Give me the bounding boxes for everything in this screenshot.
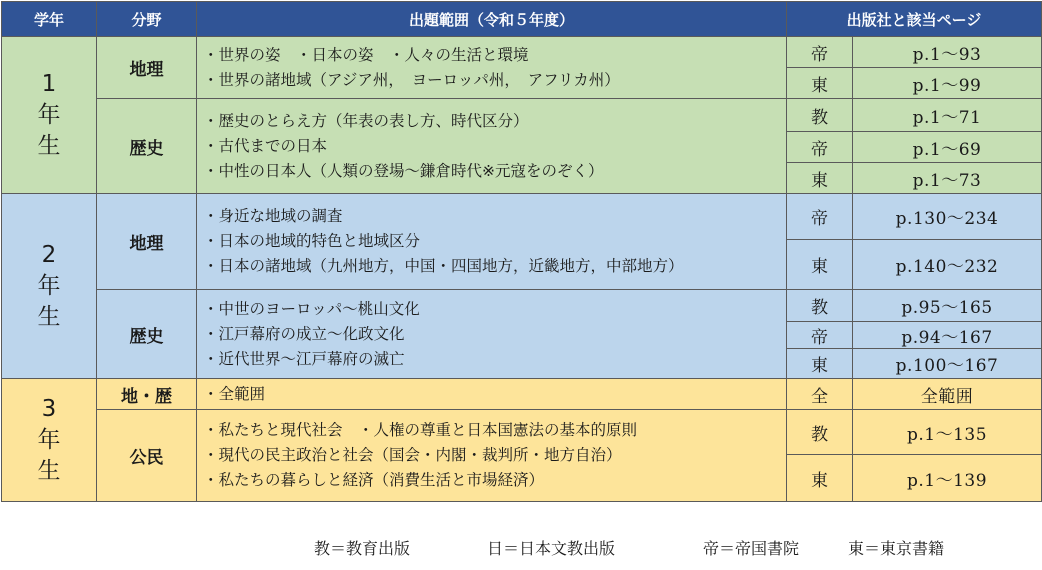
publisher-cell: 教 xyxy=(787,99,853,132)
range-item: ・江戸幕府の成立〜化政文化 xyxy=(203,324,405,343)
publisher-cell: 帝 xyxy=(787,132,853,163)
page-range-cell: p.1〜99 xyxy=(853,68,1042,99)
range-item: ・歴史のとらえ方（年表の表し方、時代区分） xyxy=(203,111,529,130)
range-item: ・世界の諸地域（アジア州， ヨーロッパ州， アフリカ州） xyxy=(203,70,620,89)
table-row xyxy=(2,410,1042,455)
publisher-cell: 教 xyxy=(787,290,853,322)
page-range-cell: p.1〜71 xyxy=(853,99,1042,132)
page-range-cell: p.1〜93 xyxy=(853,37,1042,68)
publisher-cell: 帝 xyxy=(787,194,853,240)
grade-cell: 2 年 生 xyxy=(2,194,97,379)
publisher-cell: 東 xyxy=(787,455,853,502)
table-header-row xyxy=(2,2,1042,37)
page-range-cell: p.1〜139 xyxy=(853,455,1042,502)
table-row xyxy=(2,99,1042,132)
page-range-cell: p.140〜232 xyxy=(853,240,1042,290)
legend-item: 東＝東京書籍 xyxy=(848,539,945,558)
range-cell xyxy=(197,37,787,99)
field-cell: 歴史 xyxy=(97,99,197,194)
publisher-cell: 東 xyxy=(787,240,853,290)
legend-item: 日＝日本文教出版 xyxy=(487,539,616,558)
page-range-cell: 全範囲 xyxy=(853,379,1042,410)
range-item: ・身近な地域の調査 xyxy=(203,207,343,225)
field-cell: 歴史 xyxy=(97,290,197,379)
publisher-cell: 帝 xyxy=(787,37,853,68)
page-range-cell: p.1〜69 xyxy=(853,132,1042,163)
grade-cell: 1 年 生 xyxy=(2,37,97,194)
header-grade: 学年 xyxy=(2,2,97,37)
legend-item: 教＝教育出版 xyxy=(314,539,411,558)
range-cell xyxy=(197,194,787,290)
grade-cell: 3 年 生 xyxy=(2,379,97,502)
exam-range-table xyxy=(1,1,1042,502)
range-item: ・現代の民主政治と社会（国会・内閣・裁判所・地方自治） xyxy=(203,446,622,464)
table-row xyxy=(2,379,1042,410)
range-item: ・世界の姿 ・日本の姿 ・人々の生活と環境 xyxy=(203,45,529,64)
page-range-cell: p.1〜73 xyxy=(853,163,1042,194)
range-cell xyxy=(197,379,787,410)
field-cell: 地理 xyxy=(97,37,197,99)
range-item: ・私たちと現代社会 ・人権の尊重と日本国憲法の基本的原則 xyxy=(203,421,638,439)
field-cell: 地理 xyxy=(97,194,197,290)
legend-item: 帝＝帝国書院 xyxy=(703,539,800,558)
table-row xyxy=(2,194,1042,240)
publisher-cell: 全 xyxy=(787,379,853,410)
range-item: ・古代までの日本 xyxy=(203,136,328,155)
page-range-cell: p.95〜165 xyxy=(853,290,1042,322)
header-field: 分野 xyxy=(97,2,197,37)
range-cell xyxy=(197,410,787,502)
publisher-cell: 教 xyxy=(787,410,853,455)
publisher-cell: 東 xyxy=(787,163,853,194)
range-item: ・私たちの暮らしと経済（消費生活と市場経済） xyxy=(203,471,545,489)
page-range-cell: p.1〜135 xyxy=(853,410,1042,455)
range-item: ・中性の日本人（人類の登場〜鎌倉時代※元寇をのぞく） xyxy=(203,161,604,180)
range-item: ・中世のヨーロッパ〜桃山文化 xyxy=(203,299,420,318)
publisher-cell: 東 xyxy=(787,68,853,99)
page-range-cell: p.100〜167 xyxy=(853,349,1042,379)
range-item: ・日本の地域的特色と地域区分 xyxy=(203,232,421,250)
range-item: ・日本の諸地域（九州地方，中国・四国地方，近畿地方，中部地方） xyxy=(203,257,684,275)
range-cell xyxy=(197,290,787,379)
page-range-cell: p.94〜167 xyxy=(853,322,1042,349)
field-cell: 公民 xyxy=(97,410,197,502)
header-range: 出題範囲（令和５年度） xyxy=(197,2,787,37)
publisher-cell: 帝 xyxy=(787,322,853,349)
field-cell: 地・歴 xyxy=(97,379,197,410)
range-cell xyxy=(197,99,787,194)
range-item: ・近代世界〜江戸幕府の滅亡 xyxy=(203,349,405,368)
table-row xyxy=(2,37,1042,68)
header-publisher: 出版社と該当ページ xyxy=(787,2,1042,37)
table-row xyxy=(2,290,1042,322)
range-item: ・全範囲 xyxy=(203,384,266,403)
publisher-cell: 東 xyxy=(787,349,853,379)
publisher-legend xyxy=(0,536,1042,562)
page-range-cell: p.130〜234 xyxy=(853,194,1042,240)
